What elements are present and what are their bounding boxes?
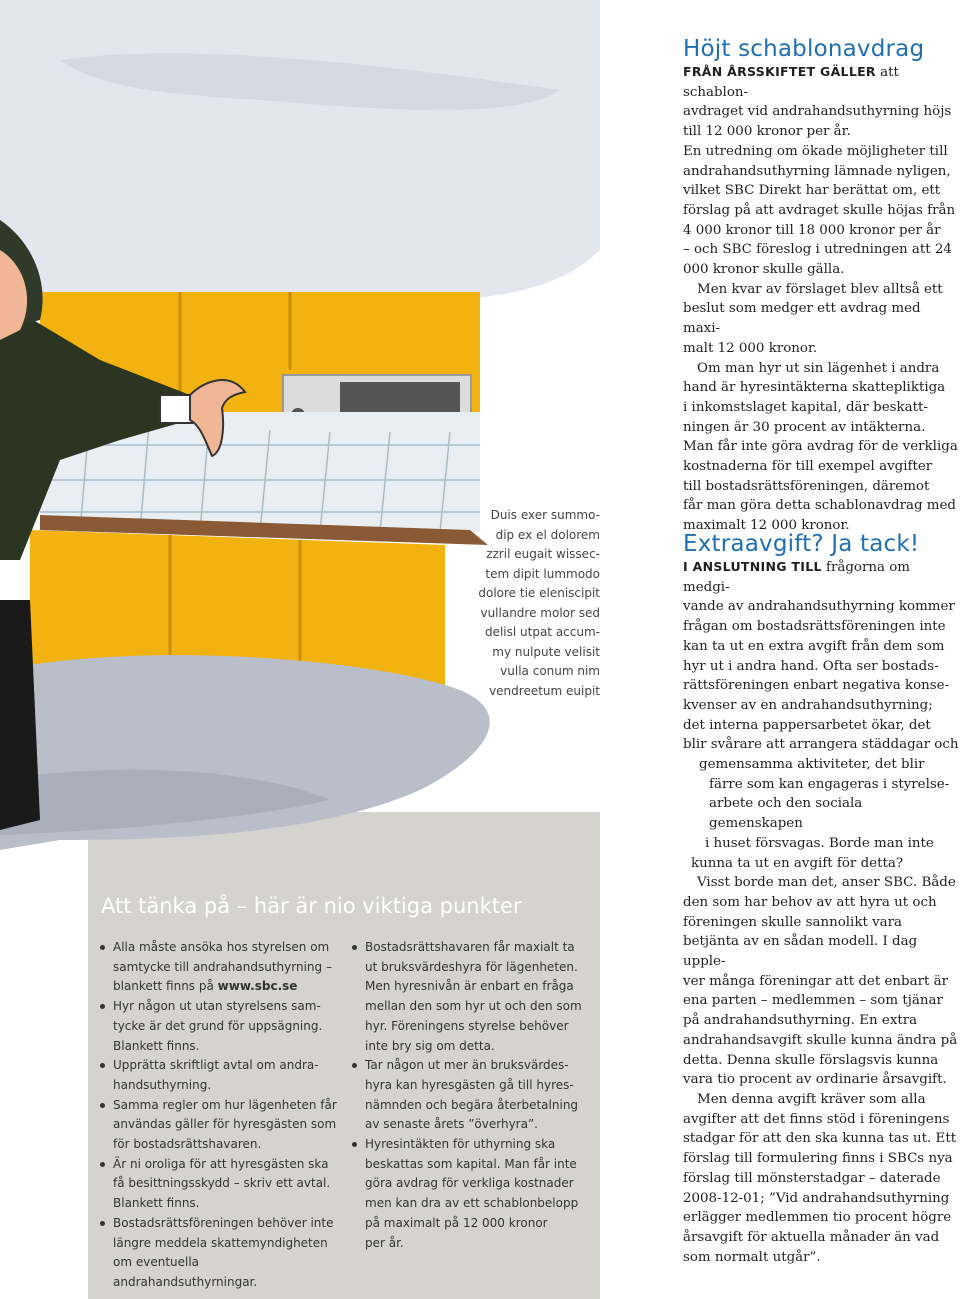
lead-in: I ANSLUTNING TILL	[683, 559, 822, 574]
list-item: Upprätta skriftligt avtal om andra- handsuthyrning.	[100, 1056, 340, 1095]
list-item: Bostadsrättsföreningen behöver inte längre meddela skattemyndigheten om eventuella andrahandsuthyrningar.	[100, 1214, 340, 1293]
paragraph-line: i huset försvagas. Borde man inte	[705, 835, 934, 851]
paragraph-line: färre som kan engageras i styrelse-	[709, 776, 950, 792]
factbox-title: Att tänka på – här är nio viktiga punkter	[101, 894, 522, 918]
sbc-link[interactable]: www.sbc.se	[217, 979, 298, 994]
paragraph-line: gemensamma aktiviteter, det blir	[699, 757, 925, 773]
paragraph: Om man hyr ut sin lägenhet i andra hand är hyresintäkterna skattepliktiga i inkomstslaget kapital, där beskatt- ningen är 30 procent av intäkterna. Man får inte göra avdrag för de verkliga kostnaderna för till exempel avgifter till bostadsrättsföreningen, däremot får man göra detta schablonavdrag med maximalt 12 000 kronor.	[683, 360, 958, 534]
list-item: Samma regler om hur lägenheten får användas gäller för hyresgästen som för bostadsrättshavaren.	[100, 1096, 340, 1155]
character-cuff	[160, 395, 192, 423]
list-item: Bostadsrättshavaren får maxialt ta ut bruksvärdeshyra för lägenheten. Men hyresnivån är enbart en fråga mellan den som hyr ut och den som hyr. Föreningens styrelse behöver inte bry sig om detta.	[352, 938, 592, 1056]
cartoon-kitchen-illustration	[0, 0, 620, 870]
section-heading: Extraavgift? Ja tack!	[683, 531, 920, 557]
paragraph-line: arbete och den sociala gemenskapen	[709, 796, 863, 832]
article-section-extraavgift	[683, 531, 960, 1267]
list-item: Hyresintäkten för uthyrning ska beskattas som kapital. Man får inte göra avdrag för verkliga kostnader men kan dra av ett schablonbelopp på maximalt på 12 000 kronor per år.	[352, 1135, 592, 1253]
list-item: Alla måste ansöka hos styrelsen om samtycke till andrahandsuthyrning – blankett finns på www.sbc.se	[100, 938, 340, 997]
paragraph: Men kvar av förslaget blev alltså ett beslut som medger ett avdrag med maxi- malt 12 000 kronor.	[683, 281, 943, 356]
list-item: Är ni oroliga för att hyresgästen ska få besittningsskydd – skriv ett avtal. Blankett finns.	[100, 1155, 340, 1214]
list-item: Tar någon ut mer än bruksvärdes- hyra kan hyresgästen gå till hyres- nämnden och begära återbetalning av senaste årets ”överhyra”.	[352, 1056, 592, 1135]
paragraph: En utredning om ökade möjligheter till andrahandsuthyrning lämnade nyligen, vilket SBC Direkt har berättat om, ett förslag på att avdraget skulle höjas från 4 000 kronor till 18 000 kronor per år – och SBC föreslog i utredningen att 24 000 kronor skulle gälla.	[683, 143, 956, 278]
section-heading: Höjt schablonavdrag	[683, 36, 925, 62]
sky-cloud	[0, 0, 600, 300]
shaped-lines	[683, 755, 960, 873]
lead-in: FRÅN ÅRSSKIFTET GÄLLER	[683, 64, 876, 79]
article-section-schablonavdrag	[683, 36, 960, 536]
factbox-list-left	[100, 938, 340, 1293]
paragraph: Men denna avgift kräver som alla avgifter att det finns stöd i föreningens stadgar för att den ska kunna tas ut. Ett förslag till formulering finns i SBCs nya förslag till mönsterstadgar – daterade 2008-12-01; ”Vid andrahandsuthyrning erlägger medlemmen tio procent högre årsavgift för aktuella månader än vad som normalt utgår”.	[683, 1091, 957, 1265]
paragraph: FRÅN ÅRSSKIFTET GÄLLER att schablon- avdraget vid andrahandsuthyrning höjs till 12 000 kronor per år.	[683, 64, 952, 140]
list-item: Hyr någon ut utan styrelsens sam- tycke är det grund för uppsägning. Blankett finns.	[100, 997, 340, 1056]
paragraph-line: kunna ta ut en avgift för detta?	[691, 855, 904, 871]
paragraph: I ANSLUTNING TILL frågorna om medgi- vande av andrahandsuthyrning kommer frågan om bostadsrättsföreningen inte kan ta ut en extra avgift från dem som hyr ut i andra hand. Ofta ser bostads- rättsföreningen enbart negativa konse- kvenser av en andrahandsuthyrning; det interna pappersarbetet ökar, det blir svårare att arrangera städdagar och	[683, 559, 959, 753]
factbox-list-right	[352, 938, 592, 1253]
paragraph: Visst borde man det, anser SBC. Både den som har behov av att hyra ut och föreningen skulle sannolikt vara betjänta av en sådan modell. I dag upple- ver många föreningar att det enbart är ena parten – medlemmen – som tjänar på andrahandsuthyrning. En extra andrahandsavgift skulle kunna ändra på detta. Denna skulle förslagsvis kunna vara tio procent av ordinarie årsavgift.	[683, 875, 958, 1088]
image-caption: Duis exer summo- dip ex el dolorem zzril eugait wissec- tem dipit lummodo dolore tie eleniscipit vullandre molor sed delisl utpat accum- my nulpute velisit vulla conum nim vendreetum euipit	[478, 508, 600, 698]
